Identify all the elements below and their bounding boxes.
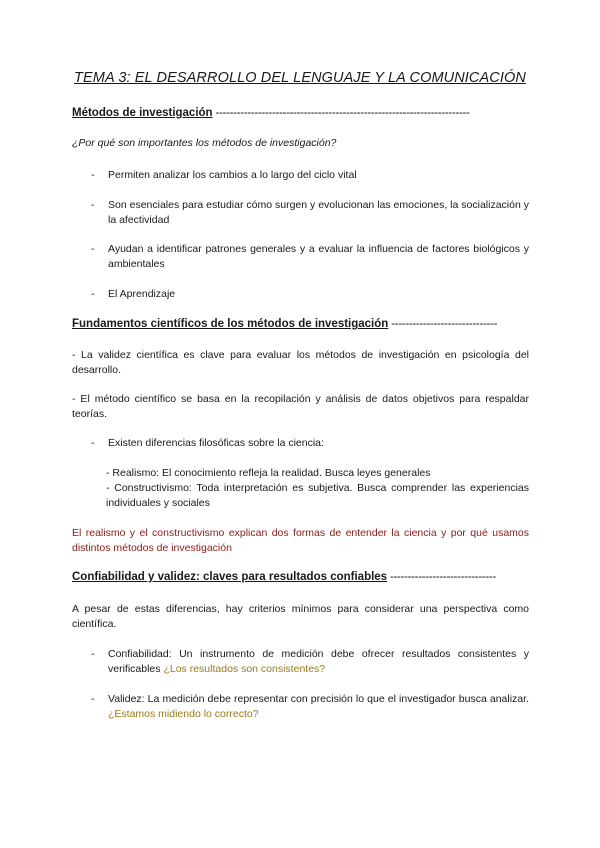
section-heading-metodos: [72, 107, 470, 119]
highlighted-note: El realismo y el constructivismo explican dos formas de entender la ciencia y por qué usamos distintos métodos de investigación: [72, 527, 529, 554]
paragraph: A pesar de estas diferencias, hay criterios mínimos para considerar una perspectiva como científica.: [72, 603, 529, 630]
heading-dash-line: ------------------------------: [387, 571, 496, 583]
sub-list-item-realismo: - Realismo: El conocimiento refleja la realidad. Busca leyes generales: [106, 467, 431, 479]
paragraph: - La validez científica es clave para evaluar los métodos de investigación en psicología del desarrollo.: [72, 349, 529, 376]
list-item-text: [108, 647, 529, 677]
list-item: - Confiabilidad: Un instrumento de medición debe ofrecer resultados consistentes y verificables ¿Los resultados son consistentes?: [91, 648, 529, 675]
list-item-text: [108, 692, 529, 722]
list-item-text: Permiten analizar los cambios a lo largo del ciclo vital: [108, 169, 357, 181]
document-title: TEMA 3: EL DESARROLLO DEL LENGUAJE Y LA COMUNICACIÓN: [74, 70, 526, 86]
section-heading-text: Métodos de investigación: [72, 107, 213, 119]
guiding-question: ¿Los resultados son consistentes?: [163, 663, 326, 675]
list-item-text: Ayudan a identificar patrones generales y a evaluar la influencia de factores biológicos y ambientales: [108, 243, 529, 270]
list-item: - Ayudan a identificar patrones generales y a evaluar la influencia de factores biológicos y ambientales: [91, 243, 529, 270]
list-item-text: Son esenciales para estudiar cómo surgen y evolucionan las emociones, la socialización y la afectividad: [108, 199, 529, 226]
list-item: - Existen diferencias filosóficas sobre la ciencia:: [91, 436, 529, 451]
list-item: - Validez: La medición debe representar con precisión lo que el investigador busca analizar. ¿Estamos midiendo lo correcto?: [91, 693, 529, 720]
list-item-text: Existen diferencias filosóficas sobre la ciencia:: [108, 437, 324, 449]
section-heading-confiabilidad: [72, 571, 496, 583]
section-question: ¿Por qué son importantes los métodos de investigación?: [72, 137, 337, 149]
section-heading-text: Fundamentos científicos de los métodos de investigación: [72, 318, 389, 330]
paragraph: - El método científico se basa en la recopilación y análisis de datos objetivos para respaldar teorías.: [72, 393, 529, 420]
list-item-body: Validez: La medición debe representar con precisión lo que el investigador busca analizar.: [108, 693, 529, 705]
list-item-body: Confiabilidad: Un instrumento de medición debe ofrecer resultados consistentes y verificables: [108, 648, 529, 675]
list-item: - Son esenciales para estudiar cómo surgen y evolucionan las emociones, la socialización y la afectividad: [91, 199, 529, 226]
guiding-question: ¿Estamos midiendo lo correcto?: [108, 708, 259, 720]
heading-dash-line: ------------------------------: [388, 318, 498, 330]
sub-list-item-constructivismo: - Constructivismo: Toda interpretación es subjetiva. Busca comprender las experiencias individuales y sociales: [106, 482, 529, 509]
list-item-text: El Aprendizaje: [108, 288, 176, 300]
list-item: - Permiten analizar los cambios a lo largo del ciclo vital: [91, 168, 529, 183]
section-heading-text: Confiabilidad y validez: claves para resultados confiables: [72, 571, 388, 583]
section-heading-fundamentos: [72, 318, 497, 330]
list-item: - El Aprendizaje: [91, 287, 529, 302]
heading-dash-line: ------------------------------------------------------------------------: [212, 107, 470, 119]
